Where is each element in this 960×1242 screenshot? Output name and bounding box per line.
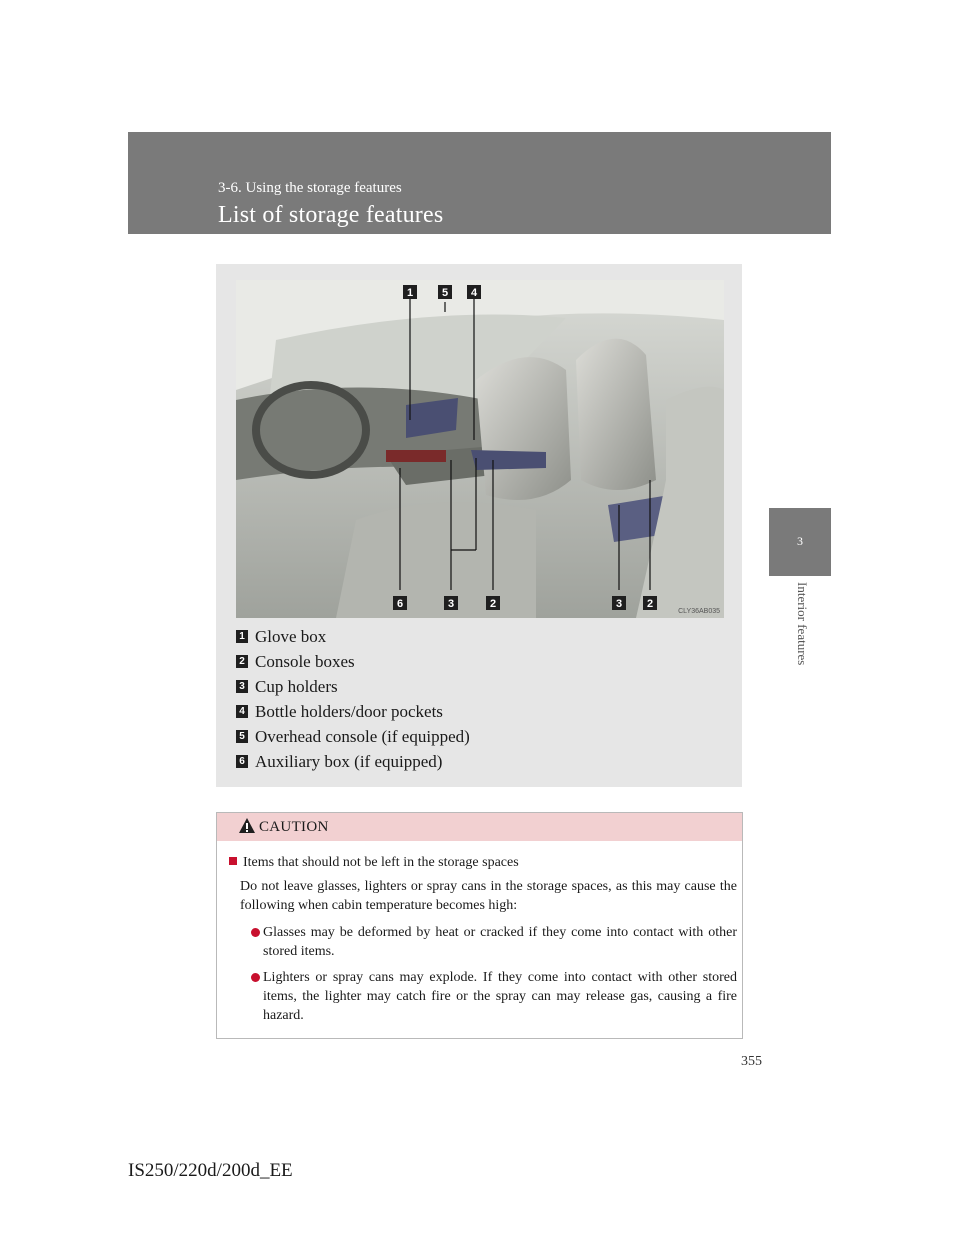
warning-icon [238, 817, 256, 834]
caution-header [217, 813, 742, 841]
svg-text:6: 6 [396, 598, 404, 610]
interior-drawing [236, 280, 724, 618]
page-number: 355 [741, 1054, 762, 1069]
caution-paragraph: Do not leave glasses, lighters or spray cans in the storage spaces, as this may cause the following when cabin temperature becomes high: [240, 879, 737, 913]
page-title: List of storage features [218, 202, 444, 228]
legend-badge: 6 [236, 755, 248, 768]
section-label: 3-6. Using the storage features [218, 180, 402, 196]
passenger-seat [576, 339, 656, 490]
legend-item [236, 699, 470, 724]
square-bullet-icon [229, 857, 237, 865]
callout-2b [643, 596, 657, 610]
console-trim [386, 450, 446, 462]
driver-seat [476, 357, 571, 500]
chapter-number: 3 [797, 534, 803, 548]
callout-5 [438, 285, 452, 299]
figure-code: CLY36AB035 [678, 608, 720, 615]
console-box-highlight [471, 450, 546, 470]
svg-text:5: 5 [441, 287, 449, 299]
legend-label: Overhead console (if equipped) [255, 726, 470, 746]
dot-bullet-icon [251, 973, 260, 982]
legend-badge: 5 [236, 730, 248, 743]
callout-1 [403, 285, 417, 299]
chapter-label: Interior features [795, 582, 810, 666]
legend-item [236, 649, 470, 674]
storage-illustration-panel [216, 264, 742, 787]
legend-badge: 3 [236, 680, 248, 693]
svg-text:4: 4 [470, 287, 478, 299]
svg-text:1: 1 [406, 287, 414, 299]
chapter-tab[interactable] [769, 508, 831, 576]
svg-text:2: 2 [646, 598, 654, 610]
caution-heading: Items that should not be left in the storage spaces [229, 853, 734, 872]
page-header [128, 132, 831, 234]
legend-label: Cup holders [255, 676, 338, 696]
legend-label: Glove box [255, 626, 327, 646]
callout-2a [486, 596, 500, 610]
legend-label: Auxiliary box (if equipped) [255, 751, 443, 771]
legend-label: Bottle holders/door pockets [255, 701, 443, 721]
model-code: IS250/220d/200d_EE [128, 1160, 293, 1181]
svg-text:3: 3 [615, 598, 623, 610]
legend-item [236, 624, 470, 649]
caution-box [216, 812, 743, 1039]
caution-bullet: Lighters or spray cans may explode. If they come into contact with other stored items, the lighter may catch fire or the spray can may release gas, causing a fire hazard. [251, 968, 737, 1025]
storage-legend [236, 624, 470, 774]
callout-3b [612, 596, 626, 610]
callout-4 [467, 285, 481, 299]
callout-6 [393, 596, 407, 610]
dot-bullet-icon [251, 928, 260, 937]
interior-illustration [236, 280, 724, 618]
seat-cushion [336, 502, 536, 618]
svg-text:3: 3 [447, 598, 455, 610]
legend-badge: 1 [236, 630, 248, 643]
legend-badge: 2 [236, 655, 248, 668]
caution-bullet: Glasses may be deformed by heat or cracked if they come into contact with other stored items. [251, 923, 737, 961]
legend-label: Console boxes [255, 651, 355, 671]
legend-item [236, 674, 470, 699]
legend-badge: 4 [236, 705, 248, 718]
callout-3a [444, 596, 458, 610]
legend-item [236, 724, 470, 749]
legend-item [236, 749, 470, 774]
caution-title: CAUTION [259, 819, 329, 835]
svg-text:2: 2 [489, 598, 497, 610]
